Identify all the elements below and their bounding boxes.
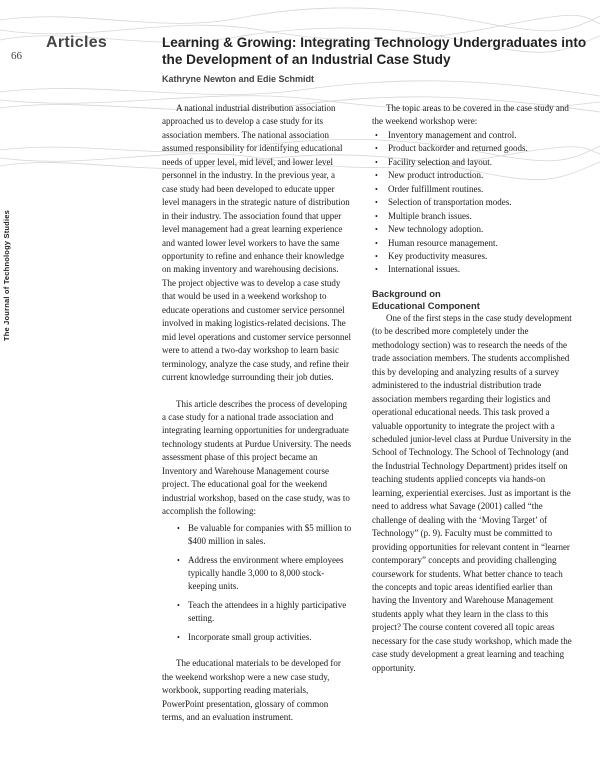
list-item <box>372 129 572 142</box>
bullet-icon: • <box>375 238 378 248</box>
list-item <box>372 169 572 182</box>
list-item-text: Address the environment where employees typically handle 3,000 to 8,000 stock-keeping units. <box>188 554 344 592</box>
list-item <box>174 599 352 626</box>
list-item <box>372 183 572 196</box>
bullet-icon: • <box>375 171 378 181</box>
list-item-text: Selection of transportation modes. <box>388 197 512 208</box>
list-item <box>174 522 352 549</box>
left-column <box>162 102 352 724</box>
bullet-icon: • <box>375 130 378 140</box>
list-item-text: Multiple branch issues. <box>388 210 472 221</box>
list-item <box>372 263 572 276</box>
section-label: Articles <box>46 34 108 51</box>
background-paragraph: One of the first steps in the case study development (to be described more completely under the methodology section) was to research the needs of the trade association members. The students accomplished this by developing and analyzing results of a survey administered to the industrial distribution trade association members regarding their logistics and operational educational needs. This task proved a valuable opportunity to integrate the project with a scheduled junior-level class at Purdue University in the School of Technology. The School of Technology (and the Industrial Technology Department) prides itself on teaching students applied concepts via hands-on learning, experiential exercises. Just as important is the need to address what Savage (2001) called “the challenge of dealing with the ‘Moving Target’ of Technology” (p. 9). Faculty must be committed to providing opportunities for relevant content in “learner contemporary” concepts and providing challenging coursework for students. What better chance to teach the concepts and topic areas identified earlier than having the Inventory and Warehouse Management students apply what they learn in the class to this project? The course content covered all topic areas necessary for the case study workshop, which made the case study development a great learning and teaching opportunity. <box>372 312 572 673</box>
list-item-text: Product backorder and returned goods. <box>388 143 528 154</box>
list-item-text: Facility selection and layout. <box>388 156 492 167</box>
bullet-icon: • <box>177 600 180 610</box>
list-item <box>174 554 352 594</box>
bullet-icon: • <box>177 632 180 642</box>
section-heading-line2: Educational Component <box>372 299 480 311</box>
list-item-text: Human resource management. <box>388 237 498 248</box>
list-item <box>174 631 352 644</box>
bullet-icon: • <box>375 211 378 221</box>
list-item <box>372 210 572 223</box>
materials-paragraph: The educational materials to be developed for the weekend workshop were a new case study, workbook, supporting reading materials, PowerPoint presentation, glossary of common terms, and an evaluation instrument. <box>162 658 341 723</box>
list-item <box>372 223 572 236</box>
bullet-icon: • <box>375 157 378 167</box>
list-item-text: Teach the attendees in a highly participative setting. <box>188 599 347 624</box>
bullet-icon: • <box>375 198 378 208</box>
bullet-icon: • <box>375 251 378 261</box>
journal-name: The Journal of Technology Studies <box>2 210 11 342</box>
list-item <box>372 196 572 209</box>
bullet-icon: • <box>177 523 180 533</box>
list-item-text: New technology adoption. <box>388 224 484 235</box>
article-authors: Kathryne Newton and Edie Schmidt <box>162 74 315 84</box>
list-item-text: Be valuable for companies with $5 million to $400 million in sales. <box>188 522 352 547</box>
article-title: Learning & Growing: Integrating Technology Undergraduates into the Development of an Industrial Case Study <box>162 35 587 67</box>
list-item-text: Incorporate small group activities. <box>188 631 312 642</box>
right-column <box>372 102 572 675</box>
list-item-text: Order fulfillment routines. <box>388 183 484 194</box>
list-item-text: New product introduction. <box>388 170 484 181</box>
page-number: 66 <box>11 50 22 62</box>
list-item-text: International issues. <box>388 264 460 275</box>
topics-intro-paragraph: The topic areas to be covered in the case study and the weekend workshop were: <box>372 103 569 127</box>
list-item <box>372 156 572 169</box>
section-heading <box>372 288 572 312</box>
list-item <box>372 250 572 263</box>
bullet-icon: • <box>375 184 378 194</box>
topic-areas-list <box>372 129 572 277</box>
bullet-icon: • <box>375 225 378 235</box>
bullet-icon: • <box>177 555 180 565</box>
list-item <box>372 142 572 155</box>
section-heading-line1: Background on <box>372 287 441 299</box>
list-item <box>372 237 572 250</box>
purpose-paragraph: This article describes the process of developing a case study for a national trade association and integrating learning opportunities for undergraduate technology students at Purdue University. The needs assessment phase of this project became an Inventory and Warehouse Management course project. The educational goal for the weekend industrial workshop, based on the case study, was to accomplish the following: <box>162 398 351 517</box>
intro-paragraph: A national industrial distribution association approached us to develop a case study for its association members. The national association assumed responsibility for identifying educational needs of upper level, mid level, and lower level personnel in the industry. In the previous year, a case study had been developed to educate upper level managers in the strategic nature of distribution in their industry. The association found that upper level management had a great learning experience and wanted lower level workers to have the same opportunity to refine and enhance their knowledge on making inventory and warehousing decisions. The project objective was to develop a case study that would be used in a weekend workshop to educate operations and customer service personnel involved in making logistics-related decisions. The mid level operations and customer service personnel were to attend a two-day workshop to learn basic terminology, analyze the case study, and refine their current knowledge surrounding their job duties. <box>162 103 351 383</box>
list-item-text: Key productivity measures. <box>388 250 488 261</box>
bullet-icon: • <box>375 265 378 275</box>
list-item-text: Inventory management and control. <box>388 129 517 140</box>
workshop-goals-list <box>174 522 352 645</box>
bullet-icon: • <box>375 144 378 154</box>
